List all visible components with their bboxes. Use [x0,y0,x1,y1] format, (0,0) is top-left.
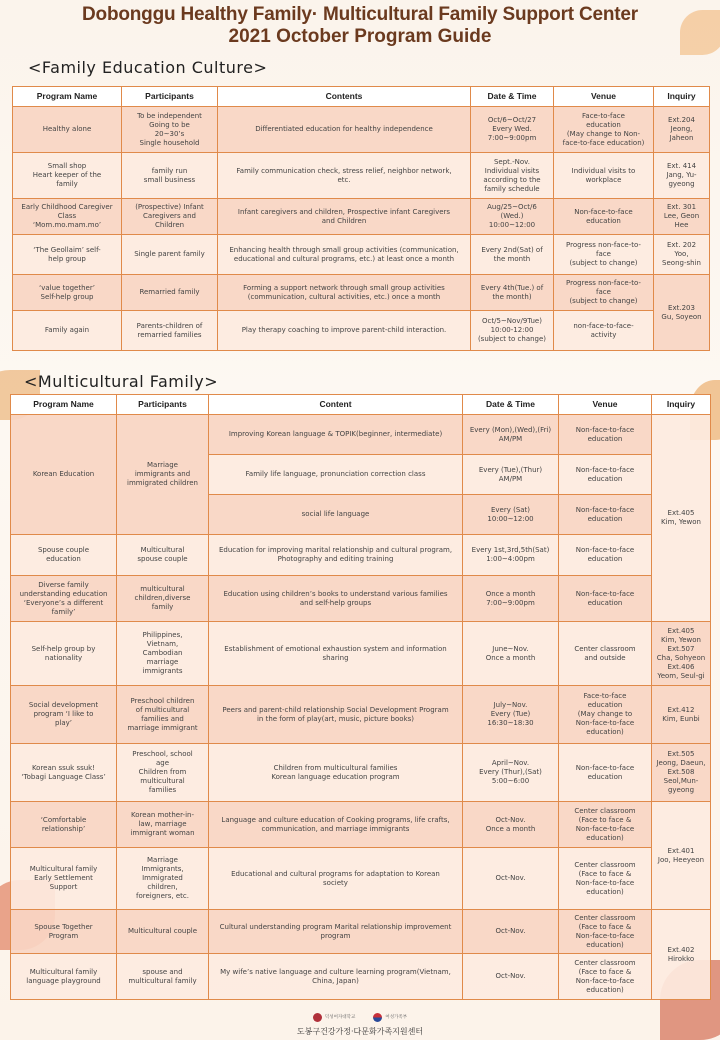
column-header: Content [209,395,463,415]
column-header: Inquiry [654,87,710,107]
cell-contents: Differentiated education for healthy independence [218,107,471,153]
cell-contents: My wife’s native language and culture learning program(Vietnam, China, Japan) [209,954,463,1000]
cell-inquiry: Ext.405 Kim, Yewon [652,415,711,622]
table-row [13,153,710,199]
table-row [11,910,711,954]
cell-venue: Face-to-face education (May change to Non- face-to-face education) [554,107,654,153]
column-header: Date & Time [463,395,559,415]
cell-name: Self-help group by nationality [11,622,117,686]
cell-participants: Single parent family [122,235,218,275]
cell-name: Multicultural family Early Settlement Support [11,848,117,910]
table-row [11,622,711,686]
cell-contents: Education using children’s books to understand various families and self-help groups [209,576,463,622]
cell-name: Spouse Together Program [11,910,117,954]
cell-venue: Non-face-to-face education [559,455,652,495]
cell-date-time: Aug/25~Oct/6 (Wed.) 10:00~12:00 [471,199,554,235]
cell-contents: Peers and parent-child relationship Social Development Program in the form of play(art, music, picture books) [209,686,463,744]
cell-name: ‘value together’ Self-help group [13,275,122,311]
cell-inquiry: Ext.402 Hirokko [652,910,711,1000]
column-header: Program Name [13,87,122,107]
ministry-logo [373,1013,407,1022]
cell-date-time: Every (Mon),(Wed),(Fri) AM/PM [463,415,559,455]
column-header: Participants [117,395,209,415]
cell-venue: Non-face-to-face education [559,415,652,455]
cell-date-time: Oct-Nov. Once a month [463,802,559,848]
cell-inquiry: Ext.405 Kim, Yewon Ext.507 Cha, Sohyeon Ext.406 Yeom, Seul-gi [652,622,711,686]
cell-contents: Establishment of emotional exhaustion system and information sharing [209,622,463,686]
page-footer [260,1010,460,1037]
cell-inquiry: Ext. 301 Lee, Geon Hee [654,199,710,235]
cell-participants: Parents-children of remarried families [122,311,218,351]
cell-contents: Children from multicultural families Korean language education program [209,744,463,802]
cell-venue: Non-face-to-face education [559,495,652,535]
page-title: Dobonggu Healthy Family· Multicultural Family Support Center [82,4,638,25]
cell-date-time: Every 1st,3rd,5th(Sat) 1:00~4:00pm [463,535,559,576]
column-header: Venue [554,87,654,107]
cell-venue: non-face-to-face- activity [554,311,654,351]
emblem-icon [313,1013,322,1022]
cell-contents: Improving Korean language & TOPIK(beginner, intermediate) [209,415,463,455]
section-title-multicultural: <Multicultural Family> [24,372,219,391]
cell-name: Early Childhood Caregiver Class ‘Mom.mo.mam.mo’ [13,199,122,235]
cell-date-time: Every (Sat) 10:00~12:00 [463,495,559,535]
multicultural-program-table [10,394,711,1000]
cell-name: ‘Comfortable relationship’ [11,802,117,848]
cell-venue: Center classroom (Face to face & Non-face-to-face education) [559,910,652,954]
cell-date-time: Once a month 7:00~9:00pm [463,576,559,622]
cell-date-time: Every 2nd(Sat) of the month [471,235,554,275]
cell-participants: Korean mother-in- law, marriage immigrant woman [117,802,209,848]
cell-participants: spouse and multicultural family [117,954,209,1000]
cell-name: Small shop Heart keeper of the family [13,153,122,199]
cell-date-time: Oct-Nov. [463,954,559,1000]
section-title-family: <Family Education Culture> [28,58,268,77]
cell-name: Korean ssuk ssuk! ‘Tobagi Language Class’ [11,744,117,802]
cell-participants: Philippines, Vietnam, Cambodian marriage immigrants [117,622,209,686]
cell-venue: Progress non-face-to- face (subject to change) [554,235,654,275]
cell-date-time: Oct/5~Nov/9Tue) 10:00-12:00 (subject to change) [471,311,554,351]
cell-contents: Family communication check, stress relief, neighbor network, etc. [218,153,471,199]
page-header [0,4,720,48]
cell-participants: Remarried family [122,275,218,311]
column-header: Date & Time [471,87,554,107]
table-row [11,686,711,744]
cell-venue: Center classroom (Face to face & Non-face-to-face education) [559,954,652,1000]
table-row [11,802,711,848]
cell-participants: (Prospective) Infant Caregivers and Children [122,199,218,235]
cell-participants: multicultural children,diverse family [117,576,209,622]
cell-inquiry: Ext.204 Jeong, Jaheon [654,107,710,153]
cell-name: Family again [13,311,122,351]
cell-venue: Non-face-to-face education [559,535,652,576]
cell-date-time: Oct-Nov. [463,910,559,954]
cell-venue: Center classroom and outside [559,622,652,686]
cell-participants: Marriage Immigrants, Immigrated children, foreigners, etc. [117,848,209,910]
cell-participants: Preschool, school age Children from multicultural families [117,744,209,802]
table-row [13,199,710,235]
cell-date-time: April~Nov. Every (Thur),(Sat) 5:00~6:00 [463,744,559,802]
cell-date-time: Oct-Nov. [463,848,559,910]
university-logo [313,1013,355,1022]
column-header: Inquiry [652,395,711,415]
table-row [11,848,711,910]
cell-contents: Language and culture education of Cooking programs, life crafts, communication, and marriage immigrants [209,802,463,848]
cell-inquiry: Ext.401 Joo, Heeyeon [652,802,711,910]
table-row [11,535,711,576]
cell-venue: Face-to-face education (May change to Non-face-to-face education) [559,686,652,744]
cell-venue: Individual visits to workplace [554,153,654,199]
cell-name: ‘The Geollaim’ self- help group [13,235,122,275]
cell-contents: Educational and cultural programs for adaptation to Korean society [209,848,463,910]
cell-participants: Multicultural spouse couple [117,535,209,576]
cell-venue: Non-face-to-face education [559,744,652,802]
logo-text: 덕성여자대학교 [324,1014,356,1019]
cell-contents: Education for improving marital relationship and cultural program, Photography and editing training [209,535,463,576]
table-row [13,235,710,275]
cell-name: Healthy alone [13,107,122,153]
cell-inquiry: Ext. 202 Yoo, Seong-shin [654,235,710,275]
cell-date-time: June~Nov. Once a month [463,622,559,686]
cell-name: Diverse family understanding education ‘Everyone’s a different family’ [11,576,117,622]
logo-text: 여성가족부 [385,1014,408,1019]
cell-date-time: Every 4th(Tue.) of the month) [471,275,554,311]
cell-name: Korean Education [11,415,117,535]
page-subtitle: 2021 October Program Guide [228,26,492,47]
cell-name: Social development program ‘I like to play’ [11,686,117,744]
cell-inquiry: Ext.203 Gu, Soyeon [654,275,710,351]
cell-venue: Non-face-to-face education [559,576,652,622]
cell-contents: Infant caregivers and children, Prospective infant Caregivers and Children [218,199,471,235]
family-program-table [12,86,710,351]
cell-date-time: Oct/6~Oct/27 Every Wed. 7:00~9:00pm [471,107,554,153]
cell-contents: social life language [209,495,463,535]
cell-venue: Non-face-to-face education [554,199,654,235]
cell-name: Spouse couple education [11,535,117,576]
cell-venue: Center classroom (Face to face & Non-face-to-face education) [559,802,652,848]
cell-date-time: July~Nov. Every (Tue) 16:30~18:30 [463,686,559,744]
cell-inquiry: Ext.412 Kim, Eunbi [652,686,711,744]
cell-venue: Center classroom (Face to face & Non-face-to-face education) [559,848,652,910]
column-header: Contents [218,87,471,107]
cell-date-time: Sept.-Nov. Individual visits according to the family schedule [471,153,554,199]
cell-inquiry: Ext.505 Jeong, Daeun, Ext.508 Seol,Mun- gyeong [652,744,711,802]
table-row [13,107,710,153]
table-row [11,415,711,455]
cell-participants: Preschool children of multicultural families and marriage immigrant [117,686,209,744]
cell-venue: Progress non-face-to- face (subject to change) [554,275,654,311]
cell-contents: Forming a support network through small group activities (communication, cultural activities, etc.) once a month [218,275,471,311]
cell-contents: Cultural understanding program Marital relationship improvement program [209,910,463,954]
cell-name: Multicultural family language playground [11,954,117,1000]
table-row [11,576,711,622]
cell-contents: Play therapy coaching to improve parent-child interaction. [218,311,471,351]
column-header: Program Name [11,395,117,415]
table-row [11,744,711,802]
column-header: Participants [122,87,218,107]
cell-participants: To be independent Going to be 20~30’s Single household [122,107,218,153]
center-name: 도봉구건강가정·다문화가족지원센터 [296,1027,424,1036]
cell-participants: Marriage immigrants and immigrated children [117,415,209,535]
table-row [11,954,711,1000]
cell-contents: Family life language, pronunciation correction class [209,455,463,495]
cell-inquiry: Ext. 414 Jang, Yu- gyeong [654,153,710,199]
taegeuk-icon [373,1013,382,1022]
table-row [13,275,710,311]
cell-contents: Enhancing health through small group activities (communication, educational and cultural programs, etc.) at least once a month [218,235,471,275]
column-header: Venue [559,395,652,415]
cell-participants: Multicultural couple [117,910,209,954]
table-row [13,311,710,351]
cell-participants: family run small business [122,153,218,199]
cell-date-time: Every (Tue),(Thur) AM/PM [463,455,559,495]
